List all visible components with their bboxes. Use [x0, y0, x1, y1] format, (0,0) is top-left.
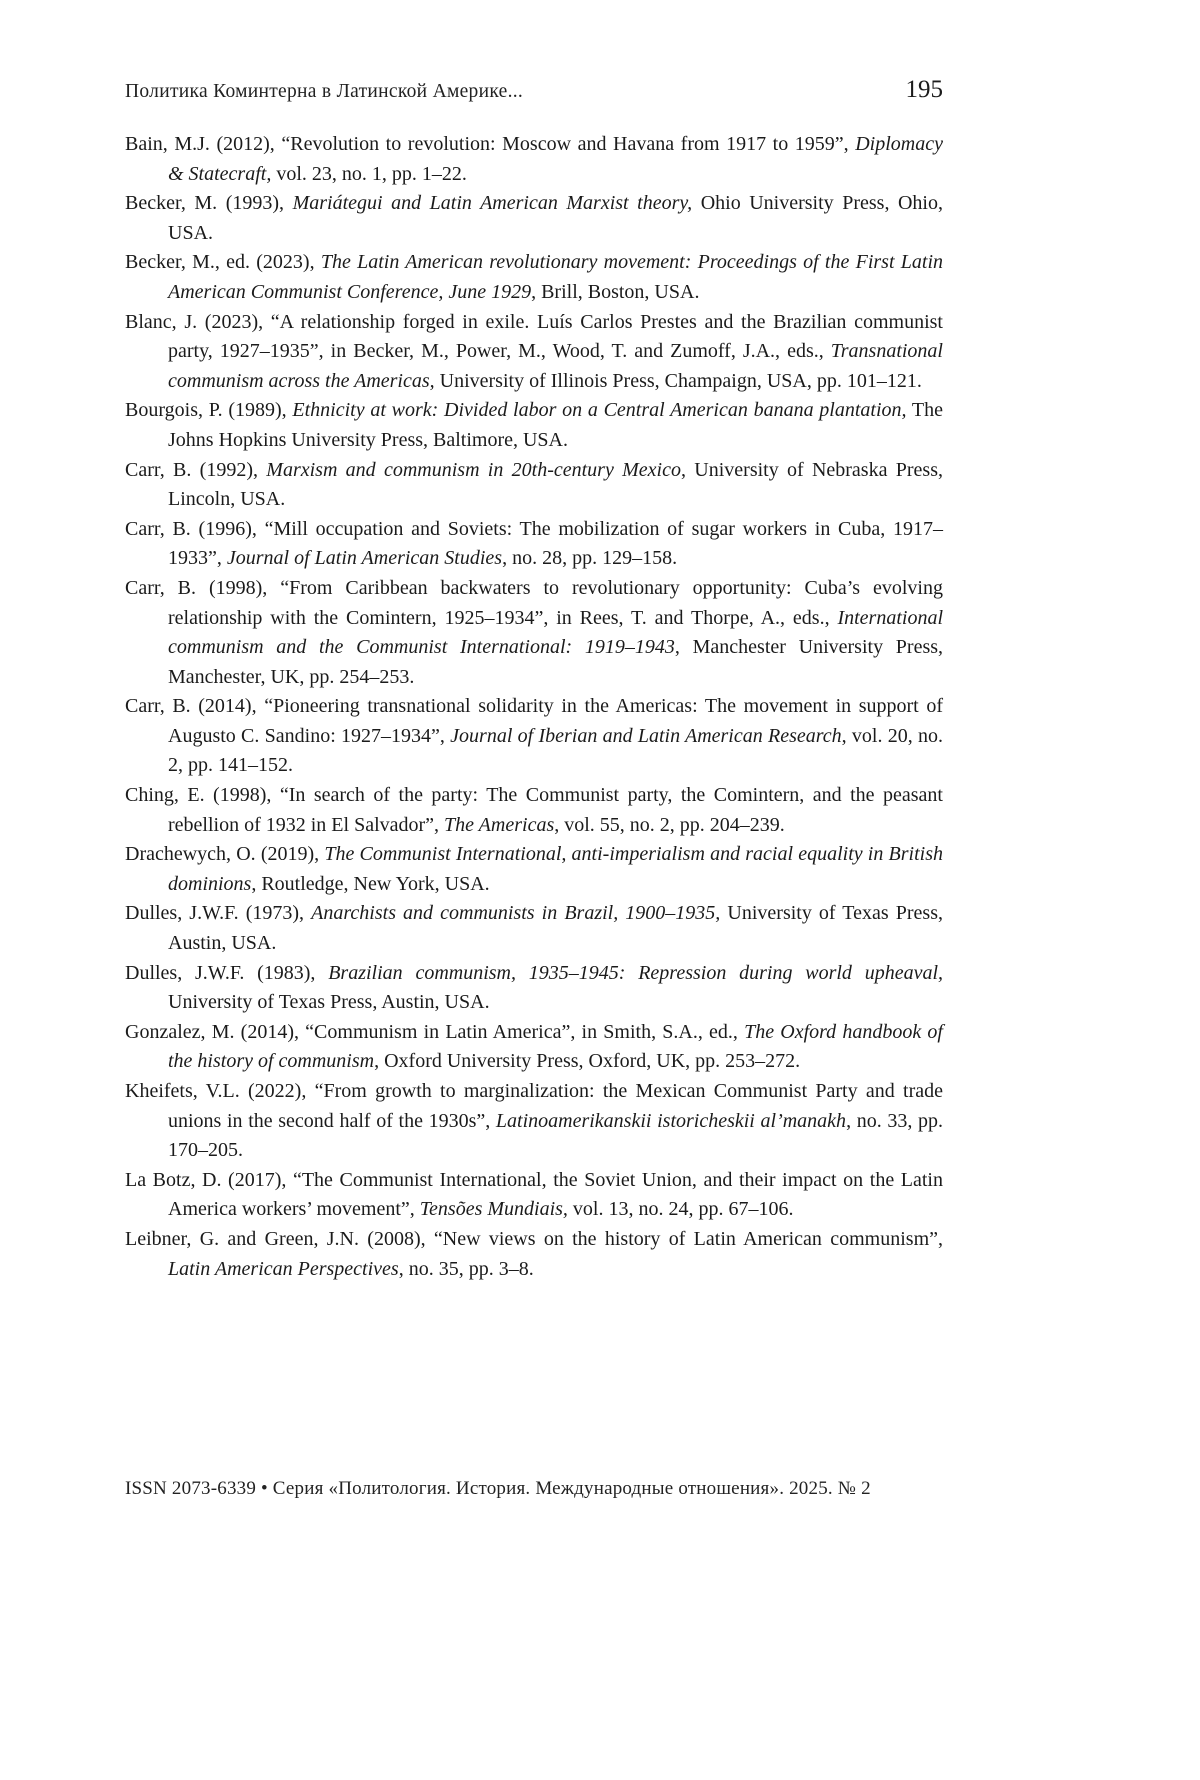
reference-item — [125, 456, 943, 515]
reference-text: Ching, E. (1998), “In search of the party: The Communist party, the Comintern, and the peasant rebellion of 1932 in El Salvador”, — [125, 784, 943, 836]
footer-issn-line: ISSN 2073-6339 • Серия «Политология. История. Международные отношения». 2025. № 2 — [125, 1478, 871, 1499]
reference-title-italic: The Communist International, anti-imperialism and racial equality in British dominions — [168, 843, 943, 895]
reference-item — [125, 189, 943, 248]
reference-item — [125, 840, 943, 899]
running-title: Политика Коминтерна в Латинской Америке... — [125, 81, 524, 102]
reference-item — [125, 130, 943, 189]
reference-text: , vol. 20, no. 2, pp. 141–152. — [168, 724, 944, 777]
reference-text: University of Texas Press, Austin, USA. — [168, 902, 943, 955]
reference-title-italic: Anarchists and communists in Brazil, 1900–1935, — [311, 902, 721, 925]
reference-title-italic: International communism and the Communist International: 1919–1943 — [168, 606, 943, 659]
reference-item — [125, 248, 943, 307]
reference-item — [125, 396, 943, 455]
reference-title-italic: Transnational communism across the Americas, — [168, 340, 943, 392]
reference-item — [125, 1166, 943, 1225]
page-header — [125, 76, 943, 104]
reference-title-italic: Diplomacy & Statecraft, — [168, 133, 943, 185]
reference-title-italic: Latinoamerikanskii istoricheskii al’manakh — [495, 1109, 847, 1132]
page-number: 195 — [905, 76, 943, 103]
reference-title-italic: The Latin American revolutionary movement: Proceedings of the First Latin American Communist Conference, June 1929 — [168, 251, 943, 303]
reference-item — [125, 959, 943, 1018]
reference-text: Bain, M.J. (2012), “Revolution to revolution: Moscow and Havana from 1917 to 1959”, — [125, 133, 856, 155]
reference-item — [125, 1225, 943, 1284]
reference-text: , Routledge, New York, USA. — [251, 872, 490, 895]
reference-title-italic: Latin American Perspectives — [168, 1257, 399, 1280]
reference-text: Leibner, G. and Green, J.N. (2008), “New views on the history of Latin American communism”, — [125, 1227, 943, 1250]
reference-text: , no. 33, pp. 170–205. — [168, 1109, 944, 1162]
reference-title-italic: Journal of Latin American Studies — [226, 547, 503, 570]
reference-list — [125, 130, 943, 1284]
reference-item — [125, 1077, 943, 1166]
reference-text: , Oxford University Press, Oxford, UK, pp. 253–272. — [374, 1050, 801, 1073]
reference-title-italic: Mariátegui and Latin American Marxist theory, — [292, 192, 693, 215]
reference-text: University of Illinois Press, Champaign, USA, pp. 101–121. — [434, 369, 922, 392]
reference-text: University of Texas Press, Austin, USA. — [168, 991, 490, 1014]
reference-title-italic: Marxism and communism in 20th-century Mexico — [266, 458, 681, 481]
reference-text: , no. 28, pp. 129–158. — [502, 547, 678, 570]
reference-text: vol. 23, no. 1, pp. 1–22. — [271, 162, 467, 185]
reference-text: , Brill, Boston, USA. — [531, 280, 700, 303]
reference-item — [125, 1018, 943, 1077]
reference-text: Ohio University Press, Ohio, USA. — [168, 192, 943, 244]
reference-text: , Manchester University Press, Manchester, UK, pp. 254–253. — [168, 636, 944, 688]
reference-text: Gonzalez, M. (2014), “Communism in Latin America”, in Smith, S.A., ed., — [125, 1020, 745, 1043]
reference-title-italic: Ethnicity at work: Divided labor on a Central American banana plantation, — [292, 399, 907, 422]
reference-text: , no. 35, pp. 3–8. — [398, 1257, 534, 1280]
reference-text: Bourgois, P. (1989), — [125, 399, 293, 422]
reference-item — [125, 692, 943, 781]
reference-text: Carr, B. (1996), “Mill occupation and Soviets: The mobilization of sugar workers in Cuba, 1917–1933”, — [125, 517, 943, 570]
reference-text: vol. 13, no. 24, pp. 67–106. — [567, 1198, 794, 1221]
reference-text: Carr, B. (2014), “Pioneering transnational solidarity in the Americas: The movement in support of Augusto C. Sandino: 1927–1934”, — [125, 695, 943, 747]
reference-text: Carr, B. (1998), “From Caribbean backwaters to revolutionary opportunity: Cuba’s evolving relationship with the Comintern, 1925–1934”, in Rees, T. and Thorpe, A., eds., — [125, 576, 943, 629]
reference-text: Carr, B. (1992), — [125, 458, 267, 481]
reference-item — [125, 781, 943, 840]
reference-text: La Botz, D. (2017), “The Communist International, the Soviet Union, and their impact on the Latin America workers’ movement”, — [125, 1168, 943, 1221]
reference-item — [125, 515, 943, 574]
reference-text: Dulles, J.W.F. (1973), — [125, 902, 312, 925]
reference-text: Kheifets, V.L. (2022), “From growth to marginalization: the Mexican Communist Party and trade unions in the second half of the 1930s”, — [125, 1080, 943, 1132]
reference-item — [125, 308, 943, 397]
reference-item — [125, 899, 943, 958]
reference-title-italic: Tensões Mundiais, — [419, 1198, 568, 1221]
reference-text: Blanc, J. (2023), “A relationship forged in exile. Luís Carlos Prestes and the Brazilian communist party, 1927–1935”, in Becker, M., Power, M., Wood, T. and Zumoff, J.A., eds., — [125, 310, 943, 363]
reference-title-italic: The Americas — [444, 813, 555, 836]
reference-text: Becker, M., ed. (2023), — [125, 251, 321, 274]
reference-item — [125, 574, 943, 692]
reference-text: The Johns Hopkins University Press, Baltimore, USA. — [168, 399, 943, 451]
reference-title-italic: Journal of Iberian and Latin American Research — [450, 724, 842, 747]
reference-text: , University of Nebraska Press, Lincoln, USA. — [168, 458, 943, 511]
page-content — [125, 76, 943, 1284]
reference-text: , vol. 55, no. 2, pp. 204–239. — [554, 813, 785, 836]
reference-title-italic: The Oxford handbook of the history of communism — [168, 1020, 943, 1073]
reference-title-italic: Brazilian communism, 1935–1945: Repression during world upheaval, — [328, 961, 943, 984]
reference-text: Dulles, J.W.F. (1983), — [125, 961, 329, 984]
reference-text: Drachewych, O. (2019), — [125, 843, 325, 866]
reference-text: Becker, M. (1993), — [125, 192, 293, 215]
